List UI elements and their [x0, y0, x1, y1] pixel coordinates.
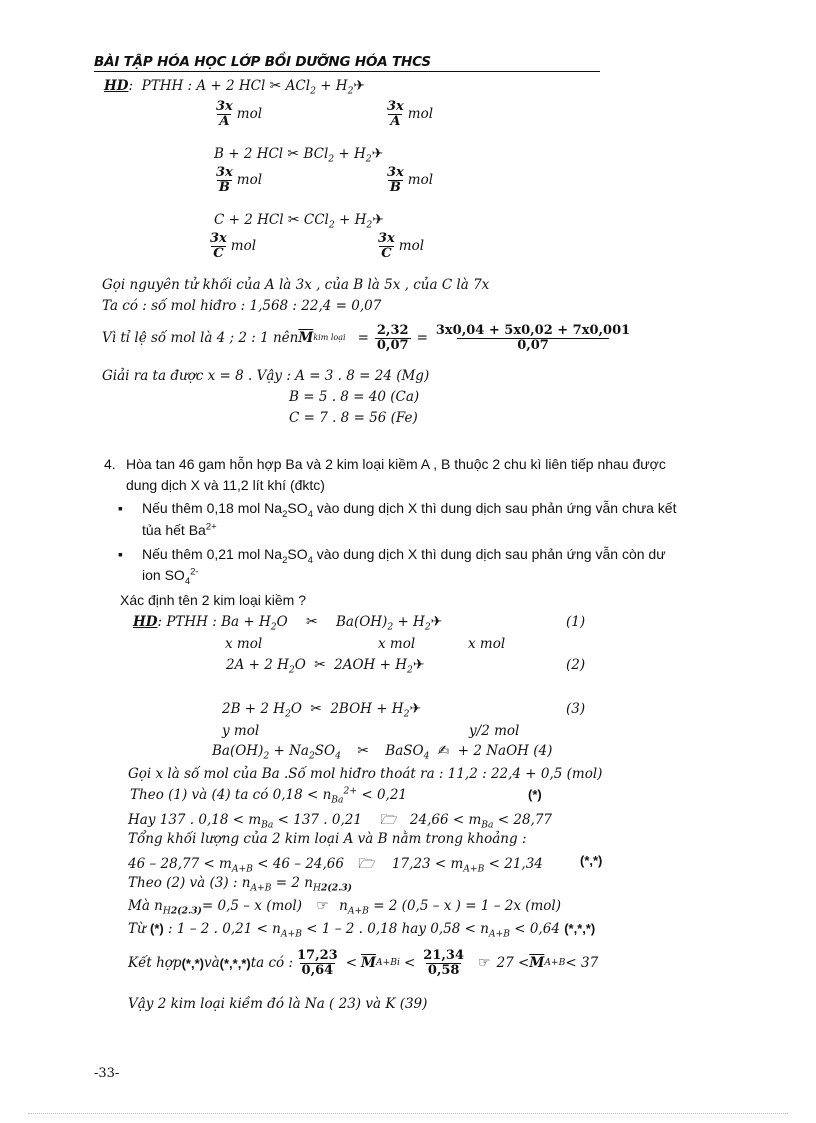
fraction-2134-058: $\frac{21,34}{0,58}$ — [423, 947, 465, 978]
mol-y2-h2: y/2 mol — [469, 723, 520, 739]
fraction-3x-A-left: $\frac{3x}{A}$ mol — [216, 99, 263, 129]
mol-x-h2: x mol — [468, 636, 506, 652]
fraction-1723-064: $\frac{17,23}{0,64}$ — [297, 947, 338, 978]
text-so-mol-hidro: Ta có : số mol hiđro : 1,568 : 22,4 = 0,07 — [102, 298, 382, 314]
gas-arrow-icon: ✈ — [430, 614, 443, 630]
reaction-3-number: (3) — [566, 701, 586, 717]
text-conclusion: Vậy 2 kim loại kiềm đó là Na ( 23) và K (39) — [128, 996, 428, 1012]
text-result-ca: B = 5 . 8 = 40 (Ca) — [289, 389, 420, 405]
fraction-weighted-mass: $\frac{3x0,04 + 5x0,02 + 7x0,001}{0,07}$ — [435, 322, 631, 353]
bullet-marker: ▪ — [118, 500, 123, 516]
bullet-marker: ▪ — [118, 546, 123, 562]
folder-arrow-icon: 🗁 — [380, 812, 398, 828]
fraction-3x-A-right: $\frac{3x}{A}$ mol — [387, 99, 434, 129]
mol-x-ba: x mol — [225, 636, 263, 652]
problem-text-line1: Hòa tan 46 gam hỗn hợp Ba và 2 kim loại kiềm A , B thuộc 2 chu kì liên tiếp nhau được — [126, 456, 666, 472]
gas-arrow-icon: ✈ — [409, 701, 422, 717]
reaction-1: HD: PTHH : $Ba + H_2O$ ✂ $Ba(OH)_2$ + $H_2✈$ — [133, 614, 443, 633]
fraction-3x-C-left: $\frac{3x}{C}$ mol — [210, 231, 257, 261]
page-header-title: BÀI TẬP HÓA HỌC LỚP BỒI DƯỠNG HÓA THCS — [94, 54, 431, 70]
reaction-3: 2B + 2 $H_2O$ ✂ $2BOH + H_2✈$ — [222, 701, 422, 720]
text-goi-x-ba: Gọi x là số mol của Ba .Số mol hiđro thoát ra : 11,2 : 22,4 + 0,5 (mol) — [128, 766, 603, 782]
scissors-arrow-icon: ✂ — [287, 212, 300, 228]
mark-star-2: (*,*) — [580, 853, 603, 868]
text-result-mg: Giải ra ta được x = 8 . Vậy : A = 3 . 8 = 24 (Mg) — [102, 368, 430, 384]
gas-arrow-icon: ✈ — [353, 78, 366, 94]
text-goi-nguyen-tu-khoi: Gọi nguyên tử khối của A là 3x , của B là 5x , của C là 7x — [102, 277, 490, 293]
hd-label: HD — [133, 614, 158, 630]
text-ty-le-mol: Vì tỉ lệ số mol là 4 ; 2 : 1 nên $\overline{M}$ kim loại = $\frac{2,32}{0,07}$ = $\frac{3x0,04 + 5x0,02 + 7x0,001}{0,07}$ — [102, 322, 631, 353]
text-theo-1-4: Theo (1) và (4) ta có $0,18 < n_{Ba}^{2+} < 0,21$ — [130, 785, 407, 806]
hd1-equation-c: C + 2 HCl ✂ $CCl_2 + H_2✈$ — [214, 212, 384, 231]
bullet-1-line1: Nếu thêm 0,18 mol $Na_2SO_4$ vào dung dịch X thì dung dịch sau phản ứng vẫn chưa kết — [142, 500, 677, 520]
bullet-2-line1: Nếu thêm 0,21 mol $Na_2SO_4$ vào dung dịch X thì dung dịch sau phản ứng vẫn còn dư — [142, 546, 666, 566]
hd1-equation-b: B + 2 HCl ✂ $BCl_2 + H_2✈$ — [214, 146, 384, 165]
text-result-fe: C = 7 . 8 = 56 (Fe) — [289, 410, 418, 426]
implies-icon: ☞ — [316, 898, 329, 914]
scissors-arrow-icon: ✂ — [269, 78, 282, 94]
problem-number: 4. — [104, 456, 116, 472]
precipitate-arrow-icon: ✍ — [437, 743, 450, 759]
text-tu-star: Từ (*) : 1 – 2 . $0,21 < n_{A+B} < 1 - 2$ . 0,18 hay $0,58 < n_{A+B} < 0,64$ (*,*,*) — [128, 921, 596, 940]
fraction-3x-B-left: $\frac{3x}{B}$ mol — [216, 165, 263, 195]
fraction-232-007: $\frac{2,32}{0,07}$ — [376, 322, 409, 353]
scissors-arrow-icon: ✂ — [287, 146, 300, 162]
reaction-2-number: (2) — [566, 657, 586, 673]
text-tong-khoi-luong: Tổng khối lượng của 2 kim loại A và B nằm trong khoảng : — [128, 831, 527, 847]
hd-label: HD — [104, 78, 129, 94]
fraction-3x-B-right: $\frac{3x}{B}$ mol — [387, 165, 434, 195]
text-theo-2-3: Theo (2) và (3) : $n_{A+B} = 2$ $n_{H2(2.3)}$ — [128, 875, 353, 894]
mol-y-b: y mol — [222, 723, 260, 739]
mark-star-1: (*) — [528, 787, 542, 802]
gas-arrow-icon: ✈ — [372, 212, 384, 228]
scissors-arrow-icon: ✂ — [310, 701, 323, 717]
scissors-arrow-icon: ✂ — [314, 657, 326, 673]
gas-arrow-icon: ✈ — [371, 146, 384, 162]
text-hay-137: Hay 137 . $0,18 < m_{Ba} < 137$ . 0,21 🗁 $24,66 < m_{Ba} < 28,77$ — [128, 812, 553, 831]
implies-icon: ☞ — [478, 955, 491, 971]
problem-text-line2: dung dịch X và 11,2 lít khí (đktc) — [126, 477, 325, 493]
reaction-2: 2A + 2 $H_2O$ ✂ $2AOH + H_2✈$ — [226, 657, 425, 676]
bullet-2-line2: ion $SO_4^{2-}$ — [142, 566, 199, 587]
scissors-arrow-icon: ✂ — [357, 743, 369, 759]
text-ket-hop: Kết hợp (*,*) và (*,*,*) ta có : $\frac{17,23}{0,64}$ < $\overline{M}$ A+Bi < $\frac{21,34}{0,58}$ ☞ 27 < $\overline{M}$ A+B < 37 — [128, 947, 599, 978]
reaction-1-number: (1) — [566, 614, 586, 630]
mol-x-baoh2: x mol — [378, 636, 416, 652]
gas-arrow-icon: ✈ — [412, 657, 425, 673]
problem-question: Xác định tên 2 kim loại kiềm ? — [120, 592, 306, 608]
footer-dotted-line — [28, 1113, 788, 1114]
bullet-1-line2: tủa hết $Ba^{2+}$ — [142, 521, 217, 538]
folder-arrow-icon: 🗁 — [358, 856, 376, 872]
page-number: -33- — [94, 1066, 120, 1081]
reaction-4: $Ba(OH)_2 + Na_2SO_4$ ✂ BaSO$_4$ ✍ + 2 NaOH (4) — [212, 743, 553, 762]
text-range-mab: $46 - 28,77 < m_{A+B} < 46 - 24,66$ 🗁 $17,23 < m_{A+B} < 21,34$ — [128, 856, 543, 875]
scissors-arrow-icon: ✂ — [305, 614, 318, 630]
hd1-equation-a: HD: PTHH : A + 2 HCl ✂ $ACl_2 + H_2✈$ — [104, 78, 366, 97]
header-underline — [94, 71, 600, 72]
fraction-3x-C-right: $\frac{3x}{C}$ mol — [378, 231, 425, 261]
text-ma-n-h2: Mà $n_{H2(2.3)}= 0,5 - x$ (mol) ☞ $n_{A+B} = 2$ (0,5 – x ) = 1 – 2x (mol) — [128, 898, 562, 917]
